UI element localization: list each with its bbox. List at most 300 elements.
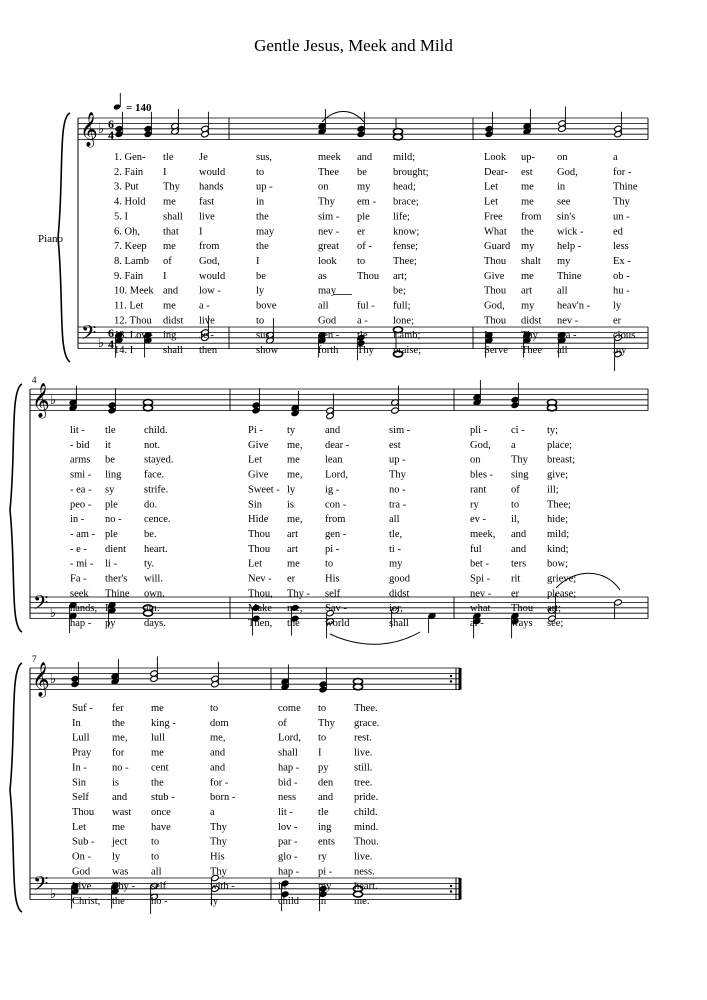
flat-sign-icon: ♭ [50,670,57,686]
lyric-syllable: grace. [354,717,380,729]
flat-sign-icon: ♭ [50,391,57,407]
lyric-syllable: 1. Gen- [114,152,146,163]
lyric-syllable: my [557,255,571,267]
lyric-syllable: fer [112,703,124,714]
bass-clef-icon: 𝄢 [81,323,97,349]
lyric-syllable: con - [325,499,347,511]
lyric-syllable: 11. Let [114,300,144,312]
lyric-syllable: heart. [354,881,378,893]
lyric-syllable: Live [72,881,92,893]
lyric-syllable: pi - [318,866,333,878]
lyric-syllable: grieve; [547,573,577,585]
lyric-syllable: God [72,866,91,878]
lyric-syllable: me [287,558,300,570]
lyric-syllable: hands, [70,603,98,615]
system-brace [10,663,22,912]
lyric-syllable: ness [278,792,297,804]
lyric-syllable: me, [287,603,303,615]
lyric-syllable: brought; [393,166,429,178]
flat-sign-icon: ♭ [98,335,105,351]
lyric-syllable: life; [393,211,410,223]
lyric-syllable: tle [163,152,174,163]
lyric-syllable: what [470,603,491,615]
lyric-syllable: Make [248,603,272,615]
lyric-syllable: Spi - [470,573,491,585]
lyric-syllable: to [151,851,160,863]
lyric-syllable: that [163,226,179,238]
lyric-syllable: shall [163,211,183,223]
lyric-syllable: kind; [547,543,569,555]
lyric-syllable: meek, [470,528,496,540]
lyric-syllable: 5. I [114,211,128,223]
lyric-syllable: give; [547,469,568,481]
lyric-syllable: bid - [278,777,298,789]
lyric-syllable: Let [248,558,262,570]
lyric-syllable: God [318,315,337,327]
lyric-syllable: ters [511,558,527,570]
lyric-syllable: the [521,226,534,238]
lyric-syllable: Give [484,270,505,282]
lyric-syllable: bow; [547,558,568,570]
lyric-syllable: ple [105,528,118,540]
lyric-syllable: God, [470,439,491,451]
lyric-syllable: fast [199,196,215,208]
lyric-syllable: to [318,703,327,714]
lyric-syllable: stayed. [144,454,174,466]
lyric-syllable: me [112,821,125,833]
lyric-syllable: me [163,241,176,253]
lyric-syllable: to [325,558,334,570]
lyric-syllable: mild; [547,528,570,540]
lyric-syllable: art [287,543,299,555]
lyric-syllable: nev - [318,226,340,238]
lyric-syllable: still. [354,762,373,774]
lyric-syllable: help - [557,241,582,253]
lyric-syllable: - am - [70,528,96,540]
lyric-syllable: am. [144,603,160,615]
lyric-syllable: live [199,315,215,327]
lyric-syllable: Thy [511,454,528,466]
lyric-syllable: Let [72,821,86,833]
lyric-syllable: to [357,255,366,267]
lyric-syllable: my [318,881,332,893]
lyric-syllable: didst [389,588,410,600]
lyric-syllable: Fa - [70,573,87,585]
lyric-syllable: and [325,425,341,436]
bass-clef-icon: 𝄢 [33,874,49,900]
lyric-syllable: tle [357,330,368,342]
flat-sign-icon: ♭ [98,120,105,136]
lyric-syllable: ling [105,469,122,481]
lyric-syllable: a [613,152,618,163]
treble-staff [30,668,460,690]
lyric-syllable: mild; [393,152,416,163]
lyric-syllable: Serve [484,345,508,357]
lyric-syllable: 10. Meek [114,285,154,297]
lyric-syllable: ry [470,499,479,511]
lyric-syllable: I [199,226,203,238]
lyric-syllable: hands [199,181,224,193]
lyric-syllable: rit [511,573,521,585]
lyric-syllable: Dear- [484,166,508,178]
lyric-syllable: to [210,703,219,714]
lyric-syllable: 13. Lov - [114,330,153,342]
lyric-syllable: my [521,241,535,253]
lyric-syllable: then [199,345,218,357]
lyric-syllable: In [72,717,81,729]
lyric-syllable: peo - [70,499,92,511]
lyric-syllable: ry [318,851,327,863]
lyric-syllable: all [389,514,400,526]
lyric-syllable: 7. Keep [114,241,147,253]
lyric-syllable: Ex - [613,255,631,267]
lyric-syllable: Thee. [354,703,378,714]
lyric-syllable: Thy [318,717,335,729]
lyric-syllable: ject [112,836,128,848]
lyric-syllable: Thy [318,196,335,208]
lyric-syllable: Hide [248,514,269,526]
lyric-syllable: hap - [278,762,300,774]
lyric-syllable: ful [470,543,482,555]
lyric-syllable: bet - [470,558,489,570]
lyric-syllable: is [287,499,295,511]
lyric-syllable: wast [112,806,132,818]
lyric-syllable: pli - [470,425,488,436]
lyric-syllable: ed [613,226,623,238]
lyric-syllable: come [278,703,301,714]
bass-clef-icon: 𝄢 [33,593,49,619]
lyric-syllable: will. [144,573,163,585]
lyric-syllable: Thou [248,528,271,540]
flat-sign-icon: ♭ [50,886,57,902]
lyric-syllable: me [151,703,164,714]
lyric-syllable: - mi - [70,558,94,570]
lyric-syllable: up - [389,454,406,466]
lyric-syllable: would [199,270,226,282]
lyric-syllable: In - [72,762,87,774]
lyric-syllable: self [151,881,167,893]
lyric-syllable: from [325,514,346,526]
lyric-syllable: Lamb; [393,330,421,342]
lyric-syllable: - e - [70,543,87,555]
lyric-syllable: tra - [389,499,407,511]
lyric-syllable: and [210,747,226,759]
lyric-syllable: from [521,211,542,223]
lyric-syllable: and [210,762,226,774]
lyric-syllable: in [256,196,265,208]
lyric-syllable: sim - [318,211,340,223]
flat-sign-icon: ♭ [50,605,57,621]
whole-note [143,405,152,411]
lyric-syllable: child. [354,806,378,818]
lyric-syllable: look [318,255,337,267]
lyric-syllable: 12. Thou [114,315,152,327]
lyric-syllable: Lord, [278,732,302,744]
lyric-syllable: shall [163,345,183,357]
lyric-syllable: Thy [521,330,538,342]
lyric-syllable: see [557,196,571,208]
lyric-syllable: Sub - [72,836,95,848]
lyric-syllable: no - [389,484,406,496]
lyric-syllable: the [112,896,125,908]
lyric-syllable: er [511,588,520,600]
lyric-syllable: be [357,166,367,178]
lyric-syllable: ple [357,211,370,223]
lyric-syllable: didst [163,315,184,327]
lyric-syllable: arms [70,454,91,466]
lyric-syllable: nev - [470,588,492,600]
lyric-syllable: hap - [278,866,300,878]
lyric-syllable: Thou [511,603,534,615]
lyric-syllable: In [484,330,493,342]
lyric-syllable: cent [151,762,169,774]
lyric-syllable: Christ, [72,896,101,908]
lyric-syllable: to [511,499,520,511]
lyric-syllable: On - [72,851,91,863]
lyric-syllable: sy [105,484,115,496]
lyric-syllable: world [325,618,350,630]
lyric-syllable: God, [484,300,505,312]
lyric-syllable: own. [144,588,165,600]
lyric-syllable: mind. [354,821,379,833]
lyric-syllable: Thine [613,181,638,193]
lyric-syllable: Let [484,181,498,193]
lyric-syllable: glo - [278,851,298,863]
lyric-syllable: gen - [325,528,347,540]
lyric-syllable: His [325,573,340,585]
lyric-syllable: ci - [511,425,525,436]
lyric-syllable: ing [318,821,332,833]
lyric-syllable: Let [484,196,498,208]
time-signature-top: 6 [108,117,114,131]
lyric-syllable: born - [210,792,236,804]
lyric-syllable: hu - [613,285,630,297]
lyric-syllable: ti - [389,543,401,555]
lyric-syllable: tle [318,806,329,818]
lyric-syllable: Guard [484,241,511,253]
lyric-syllable: py [105,618,116,630]
lyric-syllable: in - [70,514,85,526]
lyric-syllable: once [151,806,171,818]
lyric-syllable: cious [613,330,636,342]
repeat-dot [450,890,452,892]
lyric-syllable: ill; [547,484,559,496]
lyric-syllable: est [389,439,401,451]
lyric-syllable: bles - [470,469,494,481]
lyric-syllable: sus, [256,152,273,163]
lyric-syllable: - bid [70,439,90,451]
lyric-syllable: Sweet - [248,484,280,496]
lyric-syllable: the [256,241,269,253]
lyric-syllable: breast; [547,454,575,466]
lyric-syllable: Thy [163,181,180,193]
lyric-syllable: me, [287,514,303,526]
lyric-syllable: ev - [470,514,487,526]
lyric-syllable: and [163,285,179,297]
lyric-syllable: What [484,226,507,238]
lyric-syllable: Self [72,792,89,804]
lyric-syllable: head; [393,181,416,193]
lyric-syllable: il, [511,514,520,526]
lyric-syllable: tle [105,425,116,436]
lyric-syllable: ing [163,330,177,342]
lyric-syllable: a [210,806,215,818]
whole-note [547,405,556,411]
lyric-syllable: Thou [248,543,271,555]
lyric-syllable: lit - [278,806,293,818]
lyric-syllable: good [389,573,410,585]
lyric-syllable: may [318,285,337,297]
lyric-syllable: Thy [210,866,227,878]
lyric-syllable: shall [389,618,409,630]
lyric-syllable: Suf - [72,703,93,714]
lyric-syllable: was [112,866,129,878]
lyric-syllable: face. [144,469,165,481]
lyric-syllable: ther's [105,573,128,585]
lyric-syllable: live. [354,851,373,863]
lyric-syllable: heav'n - [557,300,591,312]
lyric-syllable: great [318,241,339,253]
lyric-syllable: lull [151,732,166,744]
lyric-syllable: Thine [557,270,582,282]
lyric-syllable: and [112,792,128,804]
lyric-syllable: for - [613,166,632,178]
lyric-syllable: ness. [354,866,375,878]
lyric-syllable: Thy [357,345,374,357]
lyric-syllable: py [318,762,329,774]
lyric-syllable: me [163,196,176,208]
lyric-syllable: li - [105,558,117,570]
lyric-syllable: art [521,285,533,297]
lyric-syllable: bove [256,300,277,312]
lyric-syllable: be. [144,528,157,540]
measure-number: 7 [32,654,37,664]
lyric-syllable: rant [470,484,487,496]
lyric-syllable: full; [393,300,411,312]
lyric-syllable: and [318,792,334,804]
lyric-syllable: in [278,881,287,893]
lyric-syllable: rest. [354,732,372,744]
lyric-syllable: ty; [547,425,559,436]
lyric-syllable: be [105,454,115,466]
lyric-syllable: Lord, [325,469,349,481]
lyric-syllable: smi - [70,469,92,481]
lyric-syllable: ig - [325,484,340,496]
slur [330,632,420,644]
lyric-syllable: Thee [318,166,339,178]
lyric-syllable: the [287,618,300,630]
lyric-syllable: up- [521,152,535,163]
lyric-syllable: 8. Lamb [114,255,149,267]
lyric-syllable: lean [325,454,343,466]
lyric-syllable: the [256,211,269,223]
lyric-syllable: gen - [318,330,340,342]
lyric-syllable: dient [105,543,126,555]
lyric-syllable: lit - [70,425,85,436]
lyric-syllable: art; [547,603,561,615]
lyric-syllable: I [318,747,322,759]
lyric-syllable: cence. [144,514,171,526]
lyric-syllable: may [256,226,275,238]
lyric-syllable: me, [287,439,303,451]
lyric-syllable: all [151,866,162,878]
lyric-syllable: er [357,226,366,238]
lyric-syllable: the [151,777,164,789]
lyric-syllable: strife. [144,484,169,496]
lyric-syllable: Thine [105,588,130,600]
lyric-syllable: Thou [72,806,95,818]
lyric-syllable: me [151,747,164,759]
lyric-syllable: days. [144,618,166,630]
lyric-syllable: est [521,166,533,178]
lyric-syllable: Sin [248,499,263,511]
lyric-syllable: par - [278,836,298,848]
lyric-syllable: me, [210,732,226,744]
lyric-syllable: er [613,315,622,327]
time-signature-bottom: 4 [108,128,114,142]
lyric-syllable: to [256,166,265,178]
lyric-syllable: all [557,345,568,357]
measure-number: 4 [32,375,37,385]
lyric-syllable: from [199,241,220,253]
lyric-syllable: self [325,588,341,600]
lyric-syllable: no - [112,762,129,774]
lyric-syllable: Thee; [393,255,417,267]
lyric-syllable: me [521,196,534,208]
lyric-syllable: lov - [278,821,298,833]
lyric-syllable: Thou [484,255,507,267]
lyric-syllable: Je - [199,330,214,342]
lyric-syllable: ty. [144,558,155,570]
lyric-syllable: ways [511,618,533,630]
lyric-syllable: Free [484,211,503,223]
lyric-syllable: a - [357,315,368,327]
lyric-syllable: meek [318,152,341,163]
lyric-syllable: Pi - [248,425,263,436]
lyric-syllable: pi - [325,543,340,555]
lyric-syllable: 3. Put [114,181,139,193]
lyric-syllable: shall [278,747,298,759]
lyric-syllable: is [112,777,120,789]
lyric-syllable: I [163,166,167,178]
lyric-syllable: Thy [389,469,406,481]
lyric-syllable: sin's [557,211,576,223]
lyric-syllable: 2. Fain [114,166,144,178]
lyric-syllable: place; [547,439,573,451]
lyric-syllable: Look [484,152,507,163]
lyric-syllable: me [521,270,534,282]
lyric-syllable: king - [151,717,176,729]
lyric-syllable: Thy - [112,881,136,893]
lyric-syllable: me [521,181,534,193]
lyric-syllable: pride. [354,792,379,804]
lyric-syllable: fense; [393,241,419,253]
lyric-syllable: Pray [72,747,92,759]
lyric-syllable: to [318,732,327,744]
lyric-syllable: 6. Oh, [114,226,140,238]
lyric-syllable: show [256,345,279,357]
lyric-syllable: Thou [484,285,507,297]
lyric-syllable: Thy [613,196,630,208]
lyric-syllable: Thou [357,270,380,282]
lyric-syllable: Je [199,152,208,163]
lyric-syllable: lone; [393,315,414,327]
whole-note [353,684,362,690]
lyric-syllable: in [318,896,327,908]
lyric-syllable: un - [613,211,630,223]
lyric-syllable: ty [287,425,296,436]
lyric-syllable: be [256,270,266,282]
